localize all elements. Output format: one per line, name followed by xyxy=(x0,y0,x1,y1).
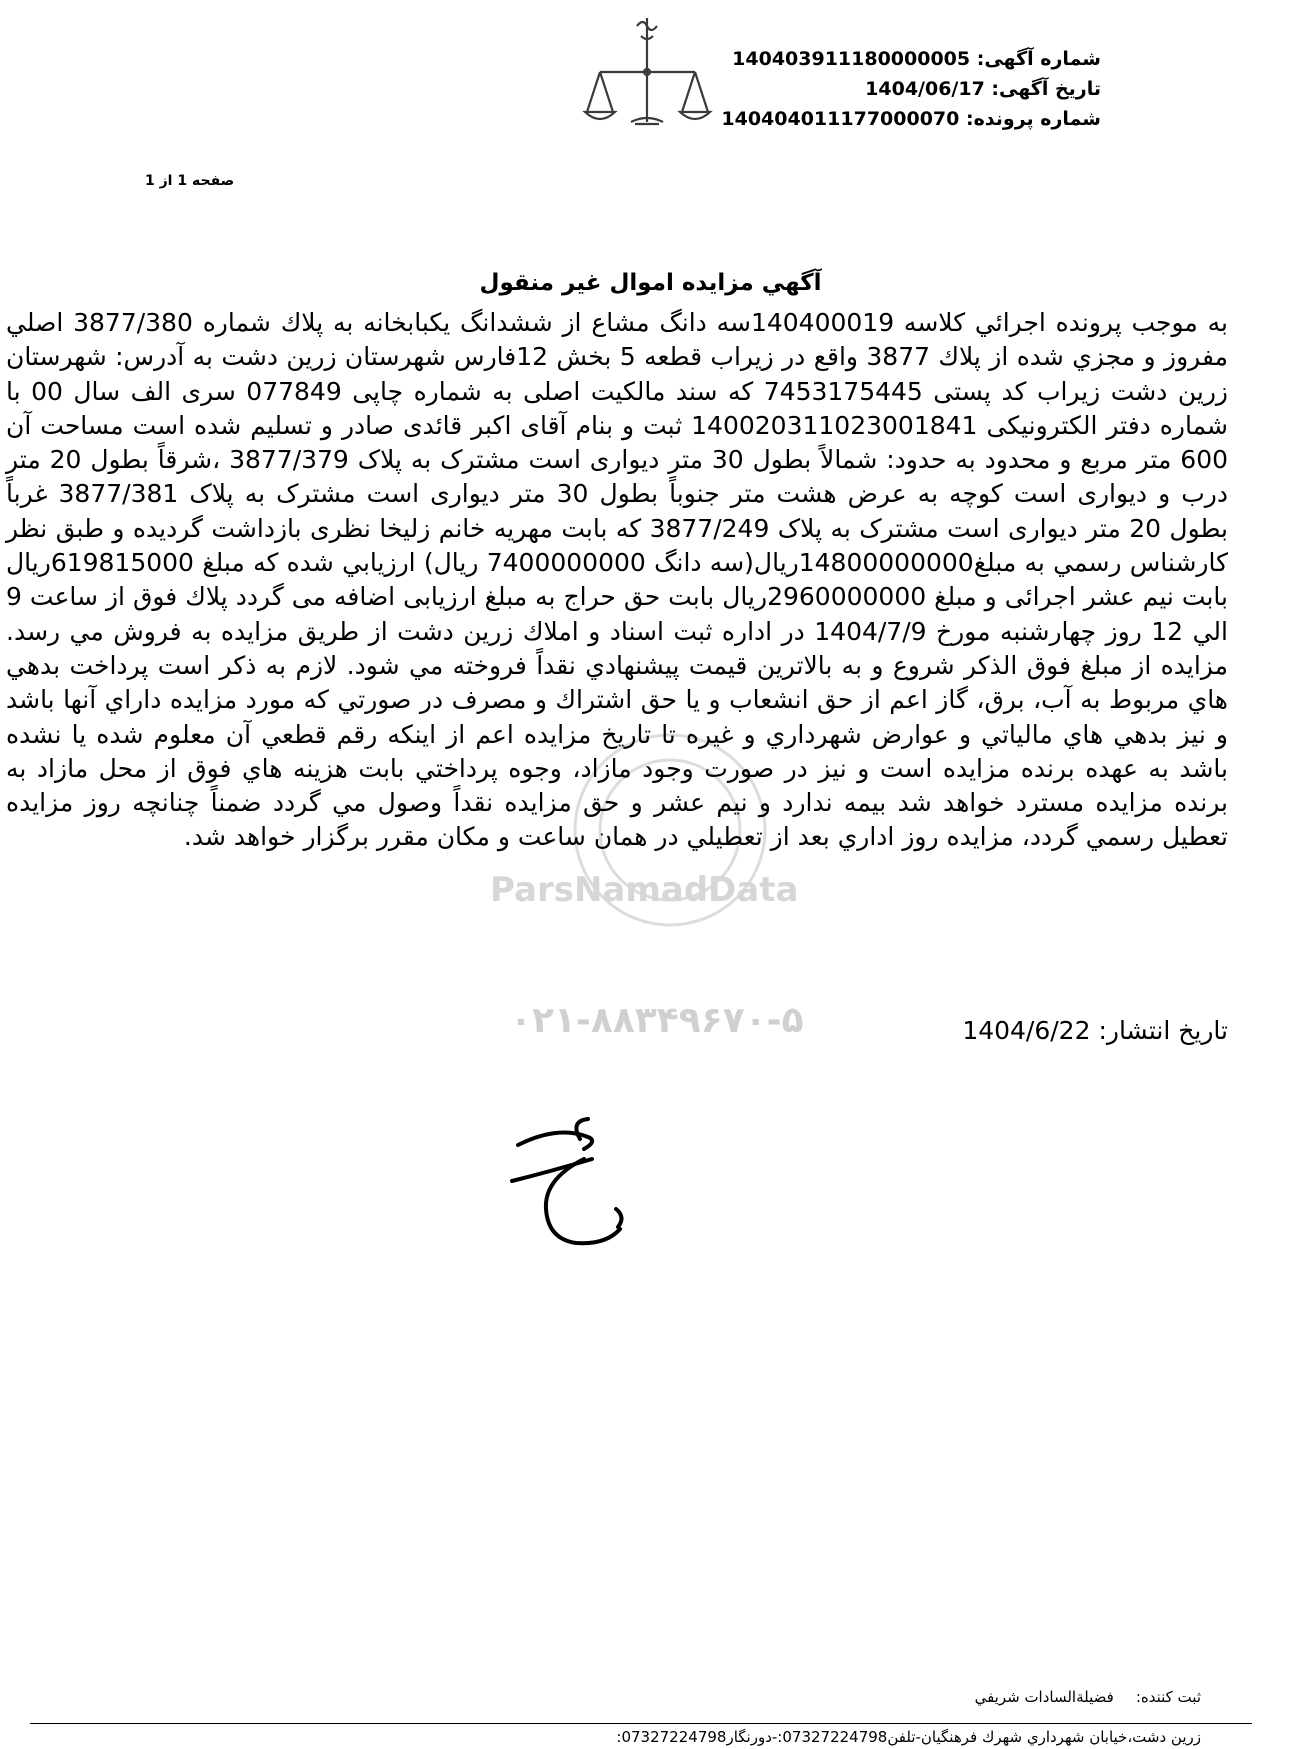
registrar xyxy=(975,1688,1201,1706)
registrar-name: فضیلةالسادات شریفي xyxy=(974,1688,1114,1706)
notice-title: آگهي مزايده اموال غير منقول xyxy=(479,270,822,296)
notice-body: به موجب پرونده اجرائي كلاسه 140400019سه دانگ مشاع از ششدانگ يكبابخانه به پلاك شماره 3877/380 اصلي مفروز و مجزي شده از پلاك 3877 واقع در زيراب قطعه 5 بخش 12فارس شهرستان زرين دشت به آدرس: شهرستان زرین دشت زیراب کد پستی 7453175445 که سند مالکیت اصلی به شماره چاپی 077849 سری الف سال 00 با شماره دفتر الکترونیکی 140020311023001841 ثبت و بنام آقای اکبر قائدی صادر و تسلیم شده است مساحت آن 600 متر مربع و محدود به حدود: شمالاً بطول 30 متر دیواری است مشترک به پلاک 3877/379 ،شرقاً بطول 20 متر درب و دیواری است کوچه به عرض هشت متر جنوباً بطول 30 متر دیواری است مشترک به پلاک 3877/381 غرباً بطول 20 متر دیواری است مشترک به پلاک 3877/249 که بابت مهریه خانم زلیخا نظری بازداشت گردیده و طبق نظر كارشناس رسمي به مبلغ14800000000ريال(سه دانگ 7400000000 ريال) ارزيابي شده كه مبلغ 619815000ريال بابت نیم عشر اجرائی و مبلغ 2960000000ريال بابت حق حراج به مبلغ ارزیابی اضافه می گردد پلاك فوق از ساعت 9 الي 12 روز چهارشنبه مورخ 1404/7/9 در اداره ثبت اسناد و املاك زرين دشت از طريق مزايده به فروش مي رسد. مزايده از مبلغ فوق الذكر شروع و به بالاترين قيمت پيشنهادي نقداً فروخته مي شود. لازم به ذكر است پرداخت بدهي هاي مربوط به آب، برق، گاز اعم از حق انشعاب و يا حق اشتراك و مصرف در صورتي كه مورد مزايده داراي آنها باشد و نيز بدهي هاي مالياتي و عوارض شهرداري و غيره تا تاريخ مزايده اعم از اينكه رقم قطعي آن معلوم شده يا نشده باشد به عهده برنده مزايده است و نيز در صورت وجود مازاد، وجوه پرداختي بابت هزينه هاي فوق از محل مازاد به برنده مزايده مسترد خواهد شد بيمه ندارد و نیم عشر و حق مزایده نقداً وصول مي گردد ضمناً چنانچه روز مزايده تعطيل رسمي گردد، مزايده روز اداري بعد از تعطيلي در همان ساعت و مكان مقرر برگزار خواهد شد. xyxy=(6,308,1229,852)
handwritten-signature xyxy=(500,1115,660,1255)
footer-address: زرين دشت،خيابان شهرداري شهرك فرهنگيان-تلفن07327224798:-دورنگار07327224798: xyxy=(616,1728,1201,1746)
notice-date: تاریخ آگهی: 1404/06/17 xyxy=(865,78,1101,100)
publication-date: تاريخ انتشار: 1404/6/22 xyxy=(962,1016,1228,1045)
case-number: شماره پرونده: 140404011177000070 xyxy=(721,108,1101,130)
judiciary-emblem-logo xyxy=(575,10,735,220)
registrar-label: ثبت کننده: xyxy=(1135,1688,1201,1706)
footer-divider xyxy=(30,1723,1252,1724)
page-indicator: صفحه 1 از 1 xyxy=(145,173,235,189)
notice-number: شماره آگهی: 140403911180000005 xyxy=(732,48,1101,70)
watermark-phone: ۰۲۱-۸۸۳۴۹۶۷۰-۵ xyxy=(510,1000,804,1041)
watermark-brand: ParsNamadData xyxy=(490,870,799,910)
